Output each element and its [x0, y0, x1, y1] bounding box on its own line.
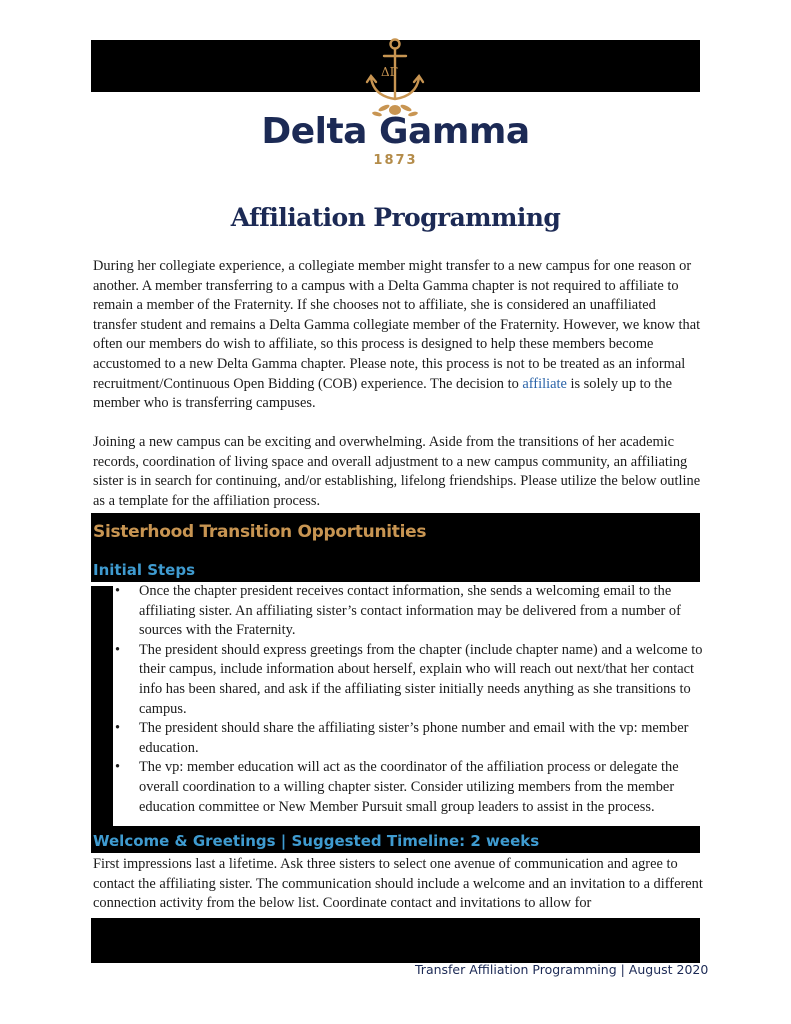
section-heading: Sisterhood Transition Opportunities	[93, 522, 427, 542]
bullet-icon: •	[115, 641, 121, 658]
list-item	[113, 582, 703, 641]
side-black-band	[91, 586, 113, 826]
intro-text-end: is solely up to the member who is transferring campuses.	[93, 375, 672, 412]
intro-paragraph	[93, 257, 703, 414]
list-item-text: Once the chapter president receives contact information, she sends a welcoming email to the affiliating sister. An affiliating sister’s contact information may be delivered from a number of sources with the Fraternity.	[139, 583, 681, 639]
list-item-text: The vp: member education will act as the coordinator of the affiliation process or delegate the overall coordination to a willing chapter sister. Consider utilizing members from the member education committee or New Member Pursuit small group leaders to assist in the process.	[139, 759, 679, 815]
list-item	[113, 719, 703, 758]
side-black-band	[650, 513, 700, 582]
bullet-icon: •	[115, 720, 121, 737]
footer-black-band	[91, 918, 700, 963]
welcome-paragraph: First impressions last a lifetime. Ask three sisters to select one avenue of communication and agree to contact the affiliating sister. The communication should include a welcome and an invitation to a different connection activity from the below list. Coordinate contact and invitations to allow for	[93, 856, 703, 912]
list-item-text: The president should express greetings from the chapter (include chapter name) and a welcome to their campus, include information about herself, explain who will reach out next/that her contact info has been shared, and ask if the affiliating sister initially needs anything as she transitions to campus.	[139, 641, 703, 717]
anchor-logo-icon	[358, 36, 432, 120]
bullet-icon: •	[115, 759, 121, 776]
brand-wordmark: Delta Gamma	[261, 111, 530, 152]
initial-steps-heading: Initial Steps	[93, 561, 196, 579]
welcome-heading: Welcome & Greetings | Suggested Timeline: 2 weeks	[93, 832, 540, 850]
joining-paragraph: Joining a new campus can be exciting and overwhelming. Aside from the transitions of her academic records, coordination of living space and overall adjustment to a new campus community, an affiliating sister is in search for continuing, and/or establishing, lifelong friendships. Please utilize the below outline as a template for the affiliation process.	[93, 434, 701, 509]
page-footer: Transfer Affiliation Programming | August 2020	[415, 962, 709, 977]
page-title: Affiliation Programming	[230, 203, 561, 232]
list-item	[113, 641, 703, 719]
list-item	[113, 758, 703, 817]
affiliate-link[interactable]: affiliate	[522, 375, 567, 392]
intro-text: During her collegiate experience, a collegiate member might transfer to a new campus for one reason or another. A member transferring to a campus with a Delta Gamma chapter is not required to affiliate to remain a member of the Fraternity. If she chooses not to affiliate, she is considered an unaffiliated transfer student and remains a Delta Gamma collegiate member of the Fraternity. However, we know that often our members do wish to affiliate, so this process is designed to help these members become accustomed to a new Delta Gamma chapter. Please note, this process is not to be treated as an informal recruitment/Continuous Open Bidding (COB) experience. The decision to	[93, 258, 701, 392]
list-item-text: The president should share the affiliating sister’s phone number and email with the vp: member education.	[139, 720, 689, 756]
founded-year: 1873	[373, 153, 418, 168]
bullet-icon: •	[115, 583, 121, 599]
initial-steps-list	[113, 582, 703, 817]
logo-letters: ΔΓ	[381, 65, 398, 79]
